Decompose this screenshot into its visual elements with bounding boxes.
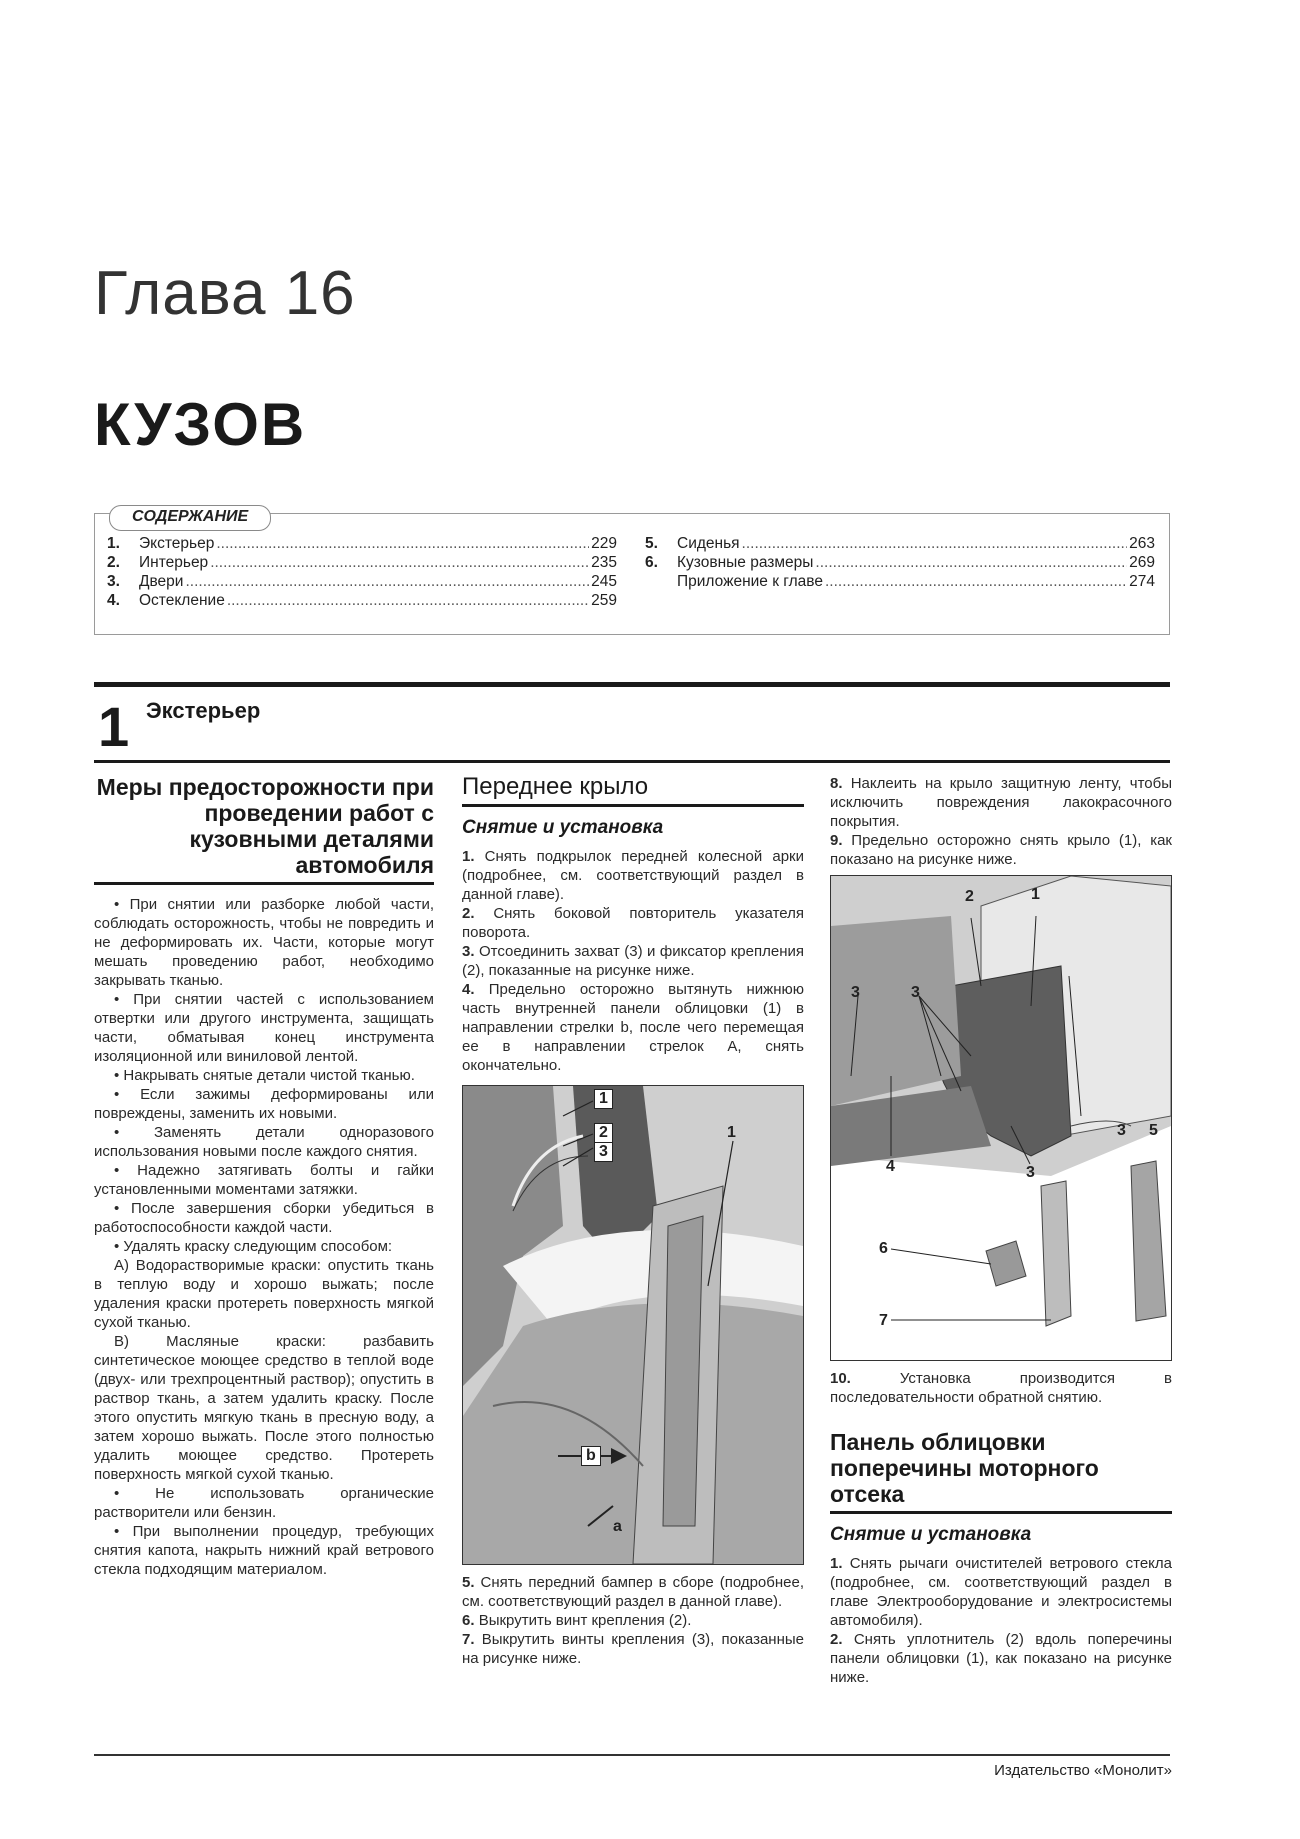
step-number: 8. bbox=[830, 775, 843, 792]
precautions-heading: Меры предосторожности при проведении работ с кузовными деталями автомобиля bbox=[96, 774, 434, 878]
fender-removal-figure bbox=[830, 875, 1172, 1361]
entry-label: Приложение к главе bbox=[677, 573, 823, 590]
callout-1: 1 bbox=[594, 1089, 613, 1109]
step-number: 1. bbox=[830, 1555, 843, 1572]
precaution-item: • После завершения сборки убедиться в работоспособности каждой части. bbox=[94, 1199, 434, 1237]
callout-3: 3 bbox=[1117, 1122, 1126, 1139]
leader-dots bbox=[185, 572, 589, 591]
entry-number: 2. bbox=[107, 554, 120, 571]
contents-entry[interactable] bbox=[107, 572, 617, 591]
step-number: 4. bbox=[462, 981, 475, 998]
heading-rule bbox=[94, 882, 434, 885]
section-number: 1 bbox=[98, 695, 130, 758]
arrow-a-label: a bbox=[613, 1518, 622, 1535]
step-item bbox=[830, 1554, 1172, 1630]
fender-liner-illustration bbox=[463, 1086, 803, 1564]
step-number: 2. bbox=[462, 905, 475, 922]
step-number: 7. bbox=[462, 1631, 475, 1648]
step-text: Снять боковой повторитель указателя поворота. bbox=[462, 905, 804, 941]
entry-label: Двери bbox=[139, 573, 184, 590]
step-number: 3. bbox=[462, 943, 475, 960]
heading-rule bbox=[830, 1511, 1172, 1514]
callout-4: 4 bbox=[886, 1158, 895, 1175]
entry-page: 263 bbox=[1129, 535, 1155, 552]
panel-heading: Панель облицовки поперечины моторного отсека bbox=[830, 1429, 1099, 1507]
precaution-item: • При снятии частей с использованием отвертки или другого инструмента, защищать части, обматывая конец инструмента изоляционной или виниловой лентой. bbox=[94, 990, 434, 1066]
step-number: 6. bbox=[462, 1612, 475, 1629]
callout-2: 2 bbox=[594, 1123, 613, 1143]
step-item bbox=[462, 1630, 804, 1668]
callout-3: 3 bbox=[1026, 1164, 1035, 1181]
step-text: Снять рычаги очистителей ветрового стекла (подробнее, см. соответствующий раздел в главе Электрооборудование и электросистемы автомобиля). bbox=[830, 1555, 1172, 1629]
contents-entry[interactable] bbox=[107, 591, 617, 610]
entry-number: 6. bbox=[645, 554, 658, 571]
step-text: Установка производится в последовательности обратной снятию. bbox=[830, 1370, 1172, 1406]
step-text: Снять подкрылок передней колесной арки (подробнее, см. соответствующий раздел в данной главе). bbox=[462, 848, 804, 903]
step-item bbox=[830, 1630, 1172, 1687]
callout-3: 3 bbox=[911, 984, 920, 1001]
step-item bbox=[462, 942, 804, 980]
step-text: Снять уплотнитель (2) вдоль поперечины панели облицовки (1), как показано на рисунке ниже. bbox=[830, 1631, 1173, 1686]
contents-right-column bbox=[645, 534, 1155, 591]
entry-number: 4. bbox=[107, 592, 120, 609]
leader-dots bbox=[815, 553, 1127, 572]
callout-6: 6 bbox=[879, 1240, 888, 1257]
column-front-fender bbox=[462, 774, 804, 1668]
step-text: Выкрутить винт крепления (2). bbox=[478, 1612, 692, 1629]
chapter-label: Глава 16 bbox=[94, 259, 356, 328]
leader-dots bbox=[227, 591, 589, 610]
removal-subheading: Снятие и установка bbox=[830, 1524, 1032, 1545]
entry-page: 269 bbox=[1129, 554, 1155, 571]
footer-rule bbox=[94, 1754, 1170, 1756]
contents-entry[interactable] bbox=[645, 534, 1155, 553]
precaution-item: • Накрывать снятые детали чистой тканью. bbox=[94, 1066, 434, 1085]
entry-label: Кузовные размеры bbox=[677, 554, 814, 571]
leader-dots bbox=[825, 572, 1127, 591]
contents-entry[interactable] bbox=[107, 534, 617, 553]
entry-label: Остекление bbox=[139, 592, 225, 609]
step-item bbox=[830, 831, 1172, 869]
step-item bbox=[830, 774, 1172, 831]
precaution-item: • Если зажимы деформированы или повреждены, заменить их новыми. bbox=[94, 1085, 434, 1123]
removal-subheading: Снятие и установка bbox=[462, 817, 664, 838]
callout-3: 3 bbox=[594, 1142, 613, 1162]
step-item bbox=[462, 1611, 804, 1630]
precaution-item: • Не использовать органические растворители или бензин. bbox=[94, 1484, 434, 1522]
step-text: Предельно осторожно снять крыло (1), как показано на рисунке ниже. bbox=[830, 832, 1172, 868]
step-text: Снять передний бампер в сборе (подробнее, см. соответствующий раздел в данной главе). bbox=[462, 1574, 805, 1610]
step-number: 1. bbox=[462, 848, 475, 865]
step-item bbox=[830, 1369, 1172, 1407]
contents-left-column bbox=[107, 534, 617, 610]
entry-label: Экстерьер bbox=[139, 535, 215, 552]
entry-page: 274 bbox=[1129, 573, 1155, 590]
contents-label: СОДЕРЖАНИЕ bbox=[109, 505, 271, 531]
step-number: 10. bbox=[830, 1370, 851, 1387]
fender-removal-illustration bbox=[831, 876, 1171, 1360]
contents-box bbox=[94, 508, 1170, 635]
section-rule-bottom bbox=[94, 760, 1170, 763]
step-item bbox=[462, 904, 804, 942]
leader-dots bbox=[216, 534, 589, 553]
step-text: Отсоединить захват (3) и фиксатор крепления (2), показанные на рисунке ниже. bbox=[462, 943, 804, 979]
publisher-footer: Издательство «Монолит» bbox=[994, 1762, 1172, 1779]
callout-1-liner: 1 bbox=[727, 1124, 736, 1141]
leader-dots bbox=[742, 534, 1128, 553]
step-number: 2. bbox=[830, 1631, 843, 1648]
precaution-item: • При снятии или разборке любой части, соблюдать осторожность, чтобы не повредить и не деформировать их. Части, которые могут мешать проведению работ, необходимо закрывать тканью. bbox=[94, 895, 434, 990]
contents-entry[interactable] bbox=[645, 553, 1155, 572]
precaution-item: • Удалять краску следующим способом: bbox=[94, 1237, 434, 1256]
entry-label: Интерьер bbox=[139, 554, 209, 571]
paint-method: А) Водорастворимые краски: опустить ткань в теплую воду и хорошо выжать; после удаления краски протереть поверхность мягкой сухой тканью. bbox=[94, 1257, 434, 1331]
column-fender-continued bbox=[830, 774, 1172, 1687]
step-text: Выкрутить винты крепления (3), показанные на рисунке ниже. bbox=[462, 1631, 804, 1667]
section-title: Экстерьер bbox=[146, 698, 261, 723]
step-item bbox=[462, 980, 804, 1075]
entry-page: 259 bbox=[591, 592, 617, 609]
fender-liner-figure bbox=[462, 1085, 804, 1565]
fender-heading: Переднее крыло bbox=[462, 773, 649, 800]
entry-page: 235 bbox=[591, 554, 617, 571]
contents-entry[interactable] bbox=[107, 553, 617, 572]
callout-2: 2 bbox=[965, 888, 974, 905]
step-number: 9. bbox=[830, 832, 843, 849]
entry-number: 3. bbox=[107, 573, 120, 590]
step-text: Наклеить на крыло защитную ленту, чтобы исключить повреждения лакокрасочного покрытия. bbox=[830, 775, 1172, 830]
step-item bbox=[462, 847, 804, 904]
page-title: КУЗОВ bbox=[94, 391, 307, 458]
entry-number: 5. bbox=[645, 535, 658, 552]
contents-entry[interactable] bbox=[645, 572, 1155, 591]
section-rule-top bbox=[94, 682, 1170, 687]
callout-5: 5 bbox=[1149, 1122, 1158, 1139]
step-text: Предельно осторожно вытянуть нижнюю часть внутренней панели облицовки (1) в направлении стрелки b, после чего перемещая ее в направлении стрелок А, снять окончательно. bbox=[462, 981, 804, 1074]
heading-rule bbox=[462, 804, 804, 807]
callout-1: 1 bbox=[1031, 886, 1040, 903]
precaution-item: • Надежно затягивать болты и гайки установленными моментами затяжки. bbox=[94, 1161, 434, 1199]
leader-dots bbox=[210, 553, 589, 572]
entry-label: Сиденья bbox=[677, 535, 740, 552]
entry-page: 229 bbox=[591, 535, 617, 552]
entry-number: 1. bbox=[107, 535, 120, 552]
callout-3: 3 bbox=[851, 984, 860, 1001]
step-number: 5. bbox=[462, 1574, 475, 1591]
callout-7: 7 bbox=[879, 1312, 888, 1329]
precaution-item: • При выполнении процедур, требующих снятия капота, накрыть нижний край ветрового стекла подходящим материалом. bbox=[94, 1522, 434, 1579]
step-item bbox=[462, 1573, 804, 1611]
arrow-b-label: b bbox=[581, 1446, 601, 1466]
paint-method: В) Масляные краски: разбавить синтетическое моющее средство в теплой воде (двух- или трехпроцентный раствор); опустить в раствор ткань, а затем удалить краску. После этого опустить мягкую ткань в пресную воду, а затем хорошо выжать. После этого полностью удалить моющее средство. Протереть поверхность мягкой сухой тканью. bbox=[94, 1333, 434, 1483]
entry-page: 245 bbox=[591, 573, 617, 590]
column-precautions bbox=[94, 774, 434, 1579]
precaution-item: • Заменять детали одноразового использования новыми после каждого снятия. bbox=[94, 1123, 434, 1161]
